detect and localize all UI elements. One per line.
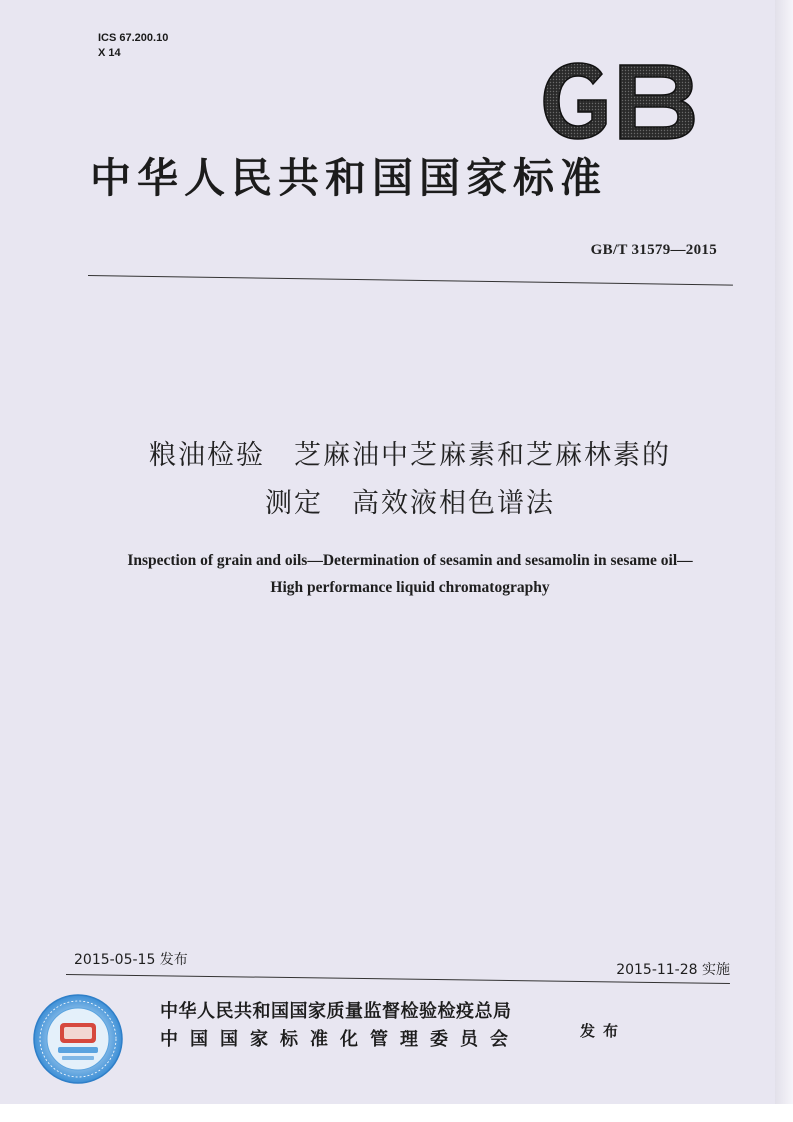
scan-margin	[0, 1104, 793, 1122]
ics-code: ICS 67.200.10	[98, 32, 169, 44]
publisher-sac: 中国国家标准化管理委员会	[160, 1029, 520, 1050]
standard-title: 中华人民共和国国家标准	[90, 154, 607, 202]
title-en-line2: High performance liquid chromatography	[270, 579, 550, 596]
top-divider	[88, 275, 733, 286]
publisher-block	[160, 998, 520, 1054]
classification-codes	[98, 31, 168, 61]
title-cn-line2: 测定 高效液相色谱法	[265, 488, 555, 519]
publisher-aqsiq: 中华人民共和国国家质量监督检验检疫总局	[160, 1001, 512, 1022]
issue-date: 2015-05-15 发布	[74, 952, 188, 968]
standard-number: GB/T 31579—2015	[590, 242, 717, 258]
ccs-code: X 14	[98, 47, 121, 59]
implementation-date: 2015-11-28 实施	[616, 962, 730, 978]
title-cn-line1: 粮油检验 芝麻油中芝麻素和芝麻林素的	[149, 440, 671, 471]
gb-logo	[540, 60, 696, 142]
document-title-en	[40, 547, 780, 601]
document-title-cn	[40, 432, 780, 528]
page-edge	[775, 0, 793, 1104]
title-en-line1: Inspection of grain and oils—Determination of sesamin and sesamolin in sesame oil—	[127, 552, 693, 569]
anti-counterfeit-seal-icon	[32, 993, 124, 1085]
publish-label: 发布	[580, 1022, 627, 1040]
